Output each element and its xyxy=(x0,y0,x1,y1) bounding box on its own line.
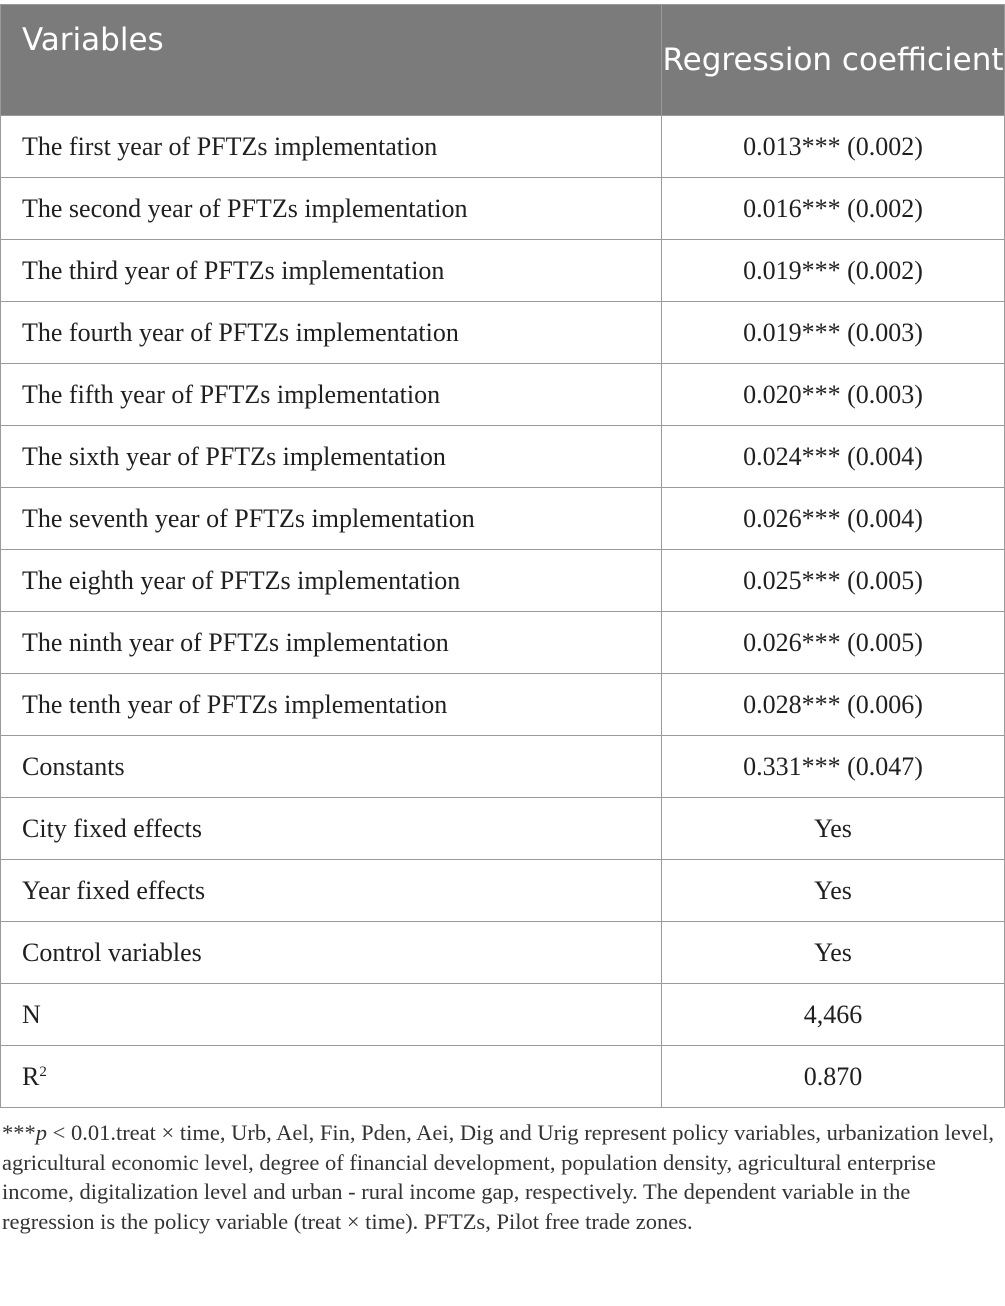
table-row xyxy=(1,488,1005,550)
header-variables: Variables xyxy=(1,5,662,116)
footnote-stars: *** xyxy=(2,1120,36,1145)
coefficient-cell: 0.019*** (0.002) xyxy=(662,240,1005,302)
coefficient-cell: 0.026*** (0.004) xyxy=(662,488,1005,550)
table-row xyxy=(1,178,1005,240)
table-row-r2 xyxy=(1,1046,1005,1108)
variable-cell: City fixed effects xyxy=(1,798,662,860)
table-row xyxy=(1,426,1005,488)
table-row xyxy=(1,860,1005,922)
variable-cell: The third year of PFTZs implementation xyxy=(1,240,662,302)
coefficient-cell: 0.016*** (0.002) xyxy=(662,178,1005,240)
table-row xyxy=(1,240,1005,302)
table-row xyxy=(1,922,1005,984)
coefficient-cell: 0.020*** (0.003) xyxy=(662,364,1005,426)
variable-cell: The first year of PFTZs implementation xyxy=(1,116,662,178)
footnote-p-symbol: p xyxy=(35,1120,47,1145)
table-row xyxy=(1,674,1005,736)
table-row xyxy=(1,364,1005,426)
regression-table xyxy=(0,4,1005,1108)
variable-cell: The ninth year of PFTZs implementation xyxy=(1,612,662,674)
table-row xyxy=(1,984,1005,1046)
coefficient-cell: 0.013*** (0.002) xyxy=(662,116,1005,178)
variable-cell: The seventh year of PFTZs implementation xyxy=(1,488,662,550)
table-row xyxy=(1,798,1005,860)
variable-cell: The eighth year of PFTZs implementation xyxy=(1,550,662,612)
r2-base: R xyxy=(22,1061,40,1091)
variable-cell: The second year of PFTZs implementation xyxy=(1,178,662,240)
variable-cell: Control variables xyxy=(1,922,662,984)
coefficient-cell: 4,466 xyxy=(662,984,1005,1046)
variable-cell: The sixth year of PFTZs implementation xyxy=(1,426,662,488)
coefficient-cell: 0.024*** (0.004) xyxy=(662,426,1005,488)
variable-cell: The fourth year of PFTZs implementation xyxy=(1,302,662,364)
r2-superscript: 2 xyxy=(39,1063,47,1080)
coefficient-cell: Yes xyxy=(662,922,1005,984)
variable-cell-r2 xyxy=(1,1046,662,1108)
table-header-row xyxy=(1,5,1005,116)
table-footnote xyxy=(2,1118,1002,1236)
footnote-text: < 0.01.treat × time, Urb, Ael, Fin, Pden, Aei, Dig and Urig represent policy variables, urbanization level, agricultural economic level, degree of financial development, population density, agricultural enterprise income, digitalization level and urban - rural income gap, respectively. The dependent variable in the regression is the policy variable (treat × time). PFTZs, Pilot free trade zones. xyxy=(2,1120,995,1234)
table-row xyxy=(1,736,1005,798)
coefficient-cell: 0.025*** (0.005) xyxy=(662,550,1005,612)
table-body xyxy=(1,116,1005,1108)
table-row xyxy=(1,550,1005,612)
coefficient-cell: Yes xyxy=(662,860,1005,922)
table-row xyxy=(1,302,1005,364)
variable-cell: The fifth year of PFTZs implementation xyxy=(1,364,662,426)
header-regression-coefficient: Regression coefficient xyxy=(662,5,1005,116)
coefficient-cell: Yes xyxy=(662,798,1005,860)
variable-cell: The tenth year of PFTZs implementation xyxy=(1,674,662,736)
table-row xyxy=(1,612,1005,674)
coefficient-cell: 0.331*** (0.047) xyxy=(662,736,1005,798)
table-row xyxy=(1,116,1005,178)
variable-cell: Constants xyxy=(1,736,662,798)
variable-cell: N xyxy=(1,984,662,1046)
coefficient-cell-r2: 0.870 xyxy=(662,1046,1005,1108)
coefficient-cell: 0.026*** (0.005) xyxy=(662,612,1005,674)
coefficient-cell: 0.019*** (0.003) xyxy=(662,302,1005,364)
variable-cell: Year fixed effects xyxy=(1,860,662,922)
coefficient-cell: 0.028*** (0.006) xyxy=(662,674,1005,736)
